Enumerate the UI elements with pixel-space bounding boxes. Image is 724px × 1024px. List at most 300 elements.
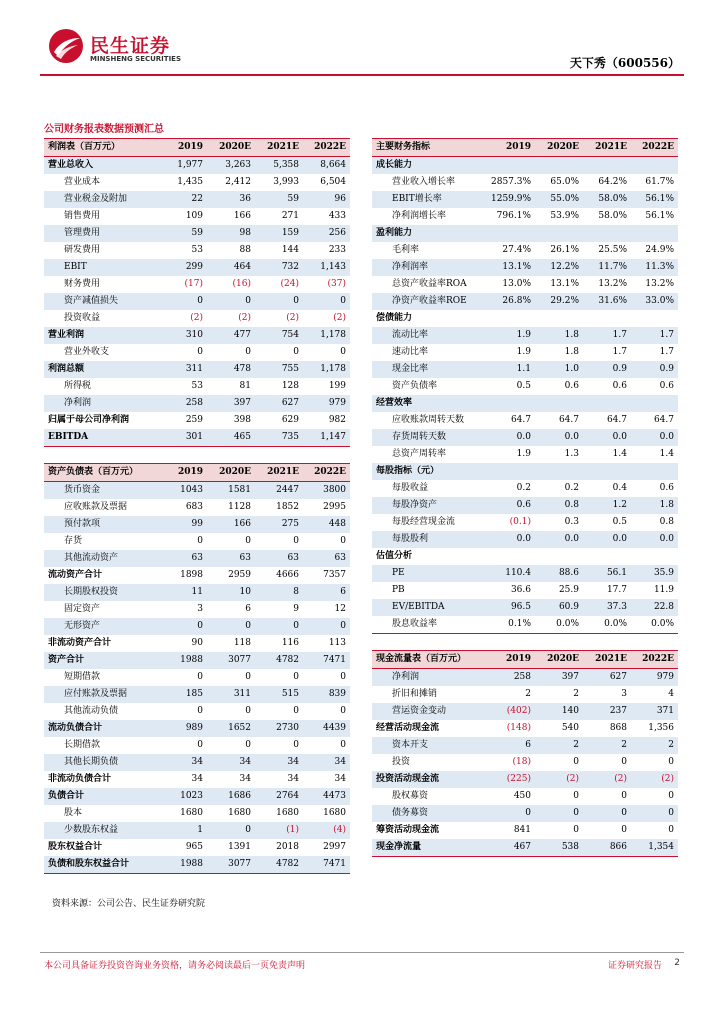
row-label: 现金净流量 — [372, 839, 487, 857]
row-value: 0.2 — [564, 483, 579, 493]
row-value: 34 — [287, 774, 299, 784]
row-value: 540 — [561, 723, 579, 733]
table-row — [372, 276, 678, 293]
row-value: 0 — [293, 706, 299, 716]
row-label: 偿债能力 — [376, 313, 413, 323]
row-value: 0 — [255, 293, 303, 310]
row-value: 13.2% — [598, 279, 627, 289]
row-label: 营业利润 — [44, 327, 159, 344]
row-value: 24.9% — [645, 245, 674, 255]
table-row — [44, 344, 350, 361]
table-title: 主要财务指标 — [372, 139, 487, 157]
row-value — [631, 225, 678, 242]
row-label: EBITDA — [44, 429, 159, 447]
table-row — [372, 242, 678, 259]
row-value: 0 — [668, 791, 674, 801]
row-value: 233 — [328, 245, 346, 255]
row-value: 29.2% — [535, 293, 583, 310]
row-value: 1.1 — [487, 361, 535, 378]
row-value: 0 — [303, 293, 350, 310]
row-value: 1680 — [180, 808, 203, 818]
row-value — [583, 548, 631, 565]
row-value: 979 — [631, 669, 678, 687]
row-value: 256 — [303, 225, 350, 242]
row-label: 短期借款 — [64, 672, 101, 682]
row-value: 12.2% — [535, 259, 583, 276]
row-label: 成长能力 — [372, 157, 487, 175]
row-value — [487, 225, 535, 242]
row-value: 33.0% — [631, 293, 678, 310]
row-label: 其他长期负债 — [44, 754, 159, 771]
table-gap — [44, 447, 350, 464]
row-value: 0.9 — [583, 361, 631, 378]
row-value: 0.6 — [564, 381, 579, 391]
table-row — [372, 669, 678, 687]
row-value: 64.7 — [653, 415, 674, 425]
row-value: 26.8% — [487, 293, 535, 310]
row-label: 营业税金及附加 — [44, 191, 159, 208]
row-value — [631, 463, 678, 480]
row-value: 2959 — [228, 570, 251, 580]
row-value: 1.9 — [487, 327, 535, 344]
row-value: 7471 — [303, 856, 350, 874]
row-value: 56.1% — [631, 191, 678, 208]
row-value: 1680 — [276, 808, 299, 818]
row-value: 34 — [159, 754, 207, 771]
row-value: 310 — [159, 327, 207, 344]
row-value: 7471 — [303, 652, 350, 669]
row-label: 销售费用 — [64, 211, 101, 221]
row-value: 477 — [207, 327, 255, 344]
row-value: 1.7 — [583, 327, 631, 344]
table-row — [44, 225, 350, 242]
row-value: 1,977 — [159, 157, 207, 175]
row-value: 64.7 — [558, 415, 579, 425]
row-value: 64.7 — [510, 415, 531, 425]
row-label: 存货 — [64, 536, 83, 546]
company-ticker: 天下秀（600556） — [569, 56, 680, 70]
table-row — [44, 327, 350, 344]
row-label: 每股指标（元） — [372, 463, 487, 480]
row-label: 股本 — [64, 808, 83, 818]
row-value: 398 — [233, 415, 251, 425]
row-value: 55.0% — [535, 191, 583, 208]
row-value: 27.4% — [502, 245, 531, 255]
row-label: 流动比率 — [372, 327, 487, 344]
row-value: 982 — [328, 415, 346, 425]
row-value: 796.1% — [496, 211, 531, 221]
row-value: 0.9 — [631, 361, 678, 378]
row-value: 1988 — [159, 856, 207, 874]
row-label: 净利润 — [372, 669, 487, 687]
table-row — [372, 548, 678, 565]
row-value: 13.2% — [645, 279, 674, 289]
row-label: 其他流动负债 — [64, 706, 119, 716]
row-label: 净利润率 — [372, 259, 487, 276]
table-row — [44, 533, 350, 550]
table-row — [44, 276, 350, 293]
row-value: 4473 — [303, 788, 350, 805]
table-row — [44, 412, 350, 429]
row-value: 258 — [487, 669, 535, 687]
row-value: 12 — [334, 604, 346, 614]
row-value: 0 — [293, 672, 299, 682]
row-value: 64.2% — [598, 177, 627, 187]
row-label: 债务募资 — [372, 805, 487, 822]
row-label: EBIT — [44, 259, 159, 276]
row-value: 0 — [535, 805, 583, 822]
row-value: 63 — [159, 550, 207, 567]
row-label: 股东权益合计 — [48, 842, 103, 852]
row-label: 速动比率 — [392, 347, 429, 357]
table-row — [44, 378, 350, 395]
row-value: 3,993 — [273, 177, 299, 187]
row-value: 81 — [239, 381, 251, 391]
row-value: 5,358 — [255, 157, 303, 175]
row-value: 2995 — [323, 502, 346, 512]
row-value: 59 — [159, 225, 207, 242]
table-row — [372, 208, 678, 225]
row-value: 0 — [573, 825, 579, 835]
table-row — [44, 601, 350, 618]
row-value: 96 — [303, 191, 350, 208]
row-value: 8 — [255, 584, 303, 601]
row-value: 13.0% — [502, 279, 531, 289]
row-value: 199 — [328, 381, 346, 391]
table-row — [44, 822, 350, 839]
row-label: 固定资产 — [64, 604, 101, 614]
table-row — [44, 395, 350, 412]
row-value — [631, 157, 678, 175]
row-value: 3,263 — [207, 157, 255, 175]
left-financial-table — [44, 138, 350, 874]
row-label: 资产合计 — [44, 652, 159, 669]
row-label: 投资活动现金流 — [372, 771, 487, 788]
row-value: 0.3 — [564, 517, 579, 527]
row-label: 负债合计 — [44, 788, 159, 805]
row-value: 6 — [487, 737, 535, 754]
row-value: 1852 — [276, 502, 299, 512]
row-value: 0 — [340, 672, 346, 682]
table-row — [44, 618, 350, 635]
row-label: 总资产收益率ROA — [392, 279, 467, 289]
row-label: 经营活动现金流 — [376, 723, 440, 733]
row-label: 股权募资 — [392, 791, 429, 801]
row-value: 2 — [573, 689, 579, 699]
row-value — [583, 395, 631, 412]
row-value: 735 — [255, 429, 303, 447]
footer-report-type: 证券研究报告 — [607, 961, 662, 971]
row-value: 1.4 — [612, 449, 627, 459]
table-row — [372, 582, 678, 599]
row-value — [583, 463, 631, 480]
row-value — [535, 157, 583, 175]
table-row — [372, 429, 678, 446]
table-row — [372, 616, 678, 634]
row-value: 0.5 — [516, 381, 531, 391]
row-label: 财务费用 — [64, 279, 101, 289]
table-row — [372, 259, 678, 276]
row-value: 2447 — [255, 482, 303, 500]
table-row — [44, 584, 350, 601]
row-value — [631, 395, 678, 412]
footer-divider — [40, 952, 684, 953]
table-row — [44, 361, 350, 378]
row-value: 0 — [159, 618, 207, 635]
row-value: 0.0 — [631, 531, 678, 548]
row-value: (2) — [238, 313, 251, 323]
row-value — [583, 157, 631, 175]
table-row — [372, 344, 678, 361]
row-value: 6 — [303, 584, 350, 601]
row-value: 64.7 — [606, 415, 627, 425]
row-value: 36 — [207, 191, 255, 208]
row-value: 1.0 — [535, 361, 583, 378]
footer-disclaimer: 本公司具备证券投资咨询业务资格，请务必阅读最后一页免责声明 — [44, 961, 306, 971]
row-value: 839 — [303, 686, 350, 703]
table-row — [372, 378, 678, 395]
row-value: 63 — [303, 550, 350, 567]
row-value: 159 — [255, 225, 303, 242]
row-value: 271 — [281, 211, 299, 221]
row-value — [487, 310, 535, 327]
row-value: 113 — [328, 638, 346, 648]
row-value: (0.1) — [509, 517, 531, 527]
row-label: PE — [372, 565, 487, 582]
row-value: 0 — [245, 347, 251, 357]
table-row — [44, 686, 350, 703]
row-label: 资产减值损失 — [44, 293, 159, 310]
table-row — [372, 395, 678, 412]
company-logo — [48, 28, 183, 68]
row-value: 53 — [191, 381, 203, 391]
row-label: 研发费用 — [64, 245, 101, 255]
row-value: (402) — [487, 703, 535, 720]
row-value: (2) — [583, 771, 631, 788]
row-value: 4439 — [303, 720, 350, 737]
row-label: 归属于母公司净利润 — [48, 415, 130, 425]
row-value: 0 — [207, 618, 255, 635]
row-label: 资产负债率 — [392, 381, 438, 391]
year-header: 2021E — [255, 464, 303, 482]
row-value: 464 — [207, 259, 255, 276]
table-row — [44, 635, 350, 652]
row-value: 627 — [255, 395, 303, 412]
row-value: 109 — [185, 211, 203, 221]
row-label: 货币资金 — [44, 482, 159, 500]
table-row — [372, 720, 678, 737]
row-value: 1.2 — [583, 497, 631, 514]
row-value: 258 — [159, 395, 207, 412]
row-value: 2 — [525, 689, 531, 699]
row-value: 732 — [255, 259, 303, 276]
row-value: 0.4 — [612, 483, 627, 493]
row-label: 盈利能力 — [372, 225, 487, 242]
row-value — [535, 463, 583, 480]
table-row — [372, 514, 678, 531]
row-value: 10 — [207, 584, 255, 601]
row-value: 629 — [281, 415, 299, 425]
row-value: 0.8 — [659, 517, 674, 527]
table-row — [372, 463, 678, 480]
row-value: 4 — [668, 689, 674, 699]
row-value: 841 — [513, 825, 531, 835]
row-value: 60.9 — [535, 599, 583, 616]
row-value: 116 — [281, 638, 299, 648]
table-row — [372, 599, 678, 616]
table-row — [44, 499, 350, 516]
row-value: 1043 — [159, 482, 207, 500]
row-value: (24) — [280, 279, 299, 289]
row-value: 0 — [573, 757, 579, 767]
table-row — [372, 703, 678, 720]
table-row — [372, 310, 678, 327]
row-label: 应收账款及票据 — [64, 502, 128, 512]
row-value: 2018 — [276, 842, 299, 852]
row-value: 1.7 — [659, 347, 674, 357]
row-value: 11.3% — [631, 259, 678, 276]
row-label: 每股经营现金流 — [392, 517, 456, 527]
row-value: (148) — [506, 723, 531, 733]
year-header: 2019 — [159, 464, 207, 482]
row-value: 2730 — [255, 720, 303, 737]
row-value: 65.0% — [550, 177, 579, 187]
row-value: 3 — [621, 689, 627, 699]
row-label: 长期借款 — [64, 740, 101, 750]
table-row — [44, 652, 350, 669]
row-value: 26.1% — [550, 245, 579, 255]
row-value: 17.7 — [606, 585, 627, 595]
row-value: (16) — [232, 279, 251, 289]
row-value: 0 — [340, 536, 346, 546]
row-value: 9 — [293, 604, 299, 614]
row-value: 110.4 — [487, 565, 535, 582]
row-value: 0 — [245, 672, 251, 682]
minsheng-logo-icon — [48, 28, 84, 64]
row-value: 1.8 — [564, 347, 579, 357]
row-value — [487, 157, 535, 175]
row-value: 0 — [631, 805, 678, 822]
row-value: 0 — [340, 706, 346, 716]
row-label: PB — [392, 585, 405, 595]
row-value: 13.1% — [550, 279, 579, 289]
row-value: 63 — [207, 550, 255, 567]
row-value: 989 — [159, 720, 207, 737]
row-value: 0.1% — [487, 616, 535, 634]
table-title: 利润表（百万元） — [44, 139, 159, 157]
table-title: 资产负债表（百万元） — [44, 464, 159, 482]
row-value: 6 — [245, 604, 251, 614]
row-value: 11.7% — [583, 259, 631, 276]
row-value: 0.5 — [612, 517, 627, 527]
row-label: 每股收益 — [392, 483, 429, 493]
row-value — [535, 310, 583, 327]
row-value: 965 — [185, 842, 203, 852]
row-value: 56.1 — [583, 565, 631, 582]
row-value: 58.0% — [583, 191, 631, 208]
year-header: 2021E — [255, 139, 303, 157]
row-value: 6,504 — [320, 177, 346, 187]
row-value: 31.6% — [583, 293, 631, 310]
row-value: 53 — [191, 245, 203, 255]
row-value: 627 — [583, 669, 631, 687]
row-value: 1 — [159, 822, 207, 839]
row-value: 2857.3% — [491, 177, 532, 187]
row-value: 0.0 — [631, 429, 678, 446]
section-title: 公司财务报表数据预测汇总 — [44, 124, 164, 135]
row-label: 现金比率 — [372, 361, 487, 378]
table-row — [372, 788, 678, 805]
row-value: 0 — [159, 293, 207, 310]
table-gap — [372, 634, 678, 651]
row-value: 433 — [328, 211, 346, 221]
row-value: 259 — [185, 415, 203, 425]
table-row — [44, 567, 350, 584]
row-label: 毛利率 — [392, 245, 420, 255]
logo-english-name: MINSHENG SECURITIES — [90, 55, 181, 63]
row-value: 0.6 — [612, 381, 627, 391]
table-row — [44, 191, 350, 208]
row-value: 450 — [513, 791, 531, 801]
row-value: 1898 — [180, 570, 203, 580]
row-value: 34 — [334, 774, 346, 784]
table-title: 现金流量表（百万元） — [372, 651, 487, 669]
table-row — [372, 771, 678, 788]
row-value: 755 — [255, 361, 303, 378]
table-row — [372, 361, 678, 378]
row-value: 0 — [621, 791, 627, 801]
row-label: 每股股利 — [372, 531, 487, 548]
row-value: (2) — [333, 313, 346, 323]
row-value: 90 — [191, 638, 203, 648]
row-value: 311 — [159, 361, 207, 378]
table-row — [44, 720, 350, 737]
row-label: 流动负债合计 — [44, 720, 159, 737]
row-value: 0.6 — [487, 497, 535, 514]
row-label: EV/EBITDA — [372, 599, 487, 616]
year-header: 2020E — [207, 464, 255, 482]
year-header: 2021E — [583, 139, 631, 157]
table-row — [44, 805, 350, 822]
table-row — [44, 516, 350, 533]
row-value: 515 — [255, 686, 303, 703]
table-row — [372, 497, 678, 514]
row-value: 397 — [535, 669, 583, 687]
row-value: 98 — [207, 225, 255, 242]
row-value: 3 — [197, 604, 203, 614]
table-row — [44, 550, 350, 567]
row-value: 22 — [159, 191, 207, 208]
row-value: (18) — [512, 757, 531, 767]
year-header: 2019 — [159, 139, 207, 157]
table-row — [44, 174, 350, 191]
row-label: 营业外收支 — [64, 347, 110, 357]
year-header: 2022E — [631, 651, 678, 669]
row-value: 128 — [281, 381, 299, 391]
table-row — [44, 669, 350, 686]
row-label: 长期股权投资 — [44, 584, 159, 601]
row-value: 0 — [668, 757, 674, 767]
row-value: 0 — [668, 825, 674, 835]
row-label: 筹资活动现金流 — [376, 825, 440, 835]
row-label: 非流动资产合计 — [48, 638, 112, 648]
row-value: 144 — [281, 245, 299, 255]
row-value: 0 — [197, 347, 203, 357]
row-value: 275 — [255, 516, 303, 533]
table-row — [372, 225, 678, 242]
row-label: 管理费用 — [44, 225, 159, 242]
row-value: 13.1% — [487, 259, 535, 276]
